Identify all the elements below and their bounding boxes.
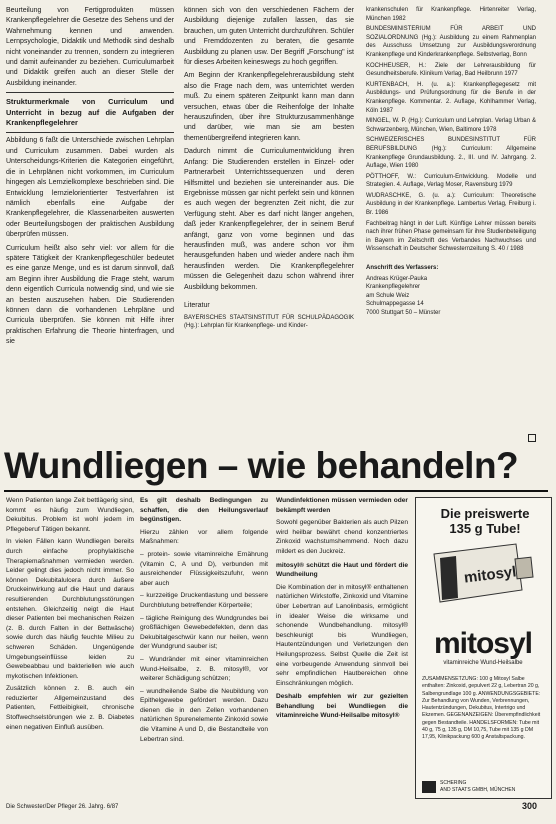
ointment-tube-icon [426, 540, 538, 610]
paragraph: Am Beginn der Krankenpflegelehrerausbildung steht also die Frage nach dem, was unterrichtet werden muß. Zu einem späteren Zeitpunkt kann man dann versuchen, etwas über die Reihenfolge der Inhalte herauszufinden, über ihre Strukturzusammenhänge und darüber, wie man sie am besten themenübergreifend integrieren kann. [184, 72, 354, 142]
paragraph: In vielen Fällen kann Wundliegen bereits durch einfache prophylaktische Therapiemaßnahmen vermieden werden. Leider gelingt dies jedoch nicht immer. So können Dekubitalulcera durch äußere Druckeinwirkung auf die Haut und daraus resultierenden Durchblutungsstörungen entstehen. Gleichzeitig neigt die Haut dieser Patienten bei mechanischen Reizen (z. B. durch Falten in der Bettwäsche) sowie durch das häufig feuchte Milieu zu schweren Schäden. Ungenügende Umgebungseinflüsse leiden zu Gewebeabbau und bakteriellen wie auch mykotischen Infektionen. [6, 538, 134, 680]
ad-product-info: ZUSAMMENSETZUNG: 100 g Mitosyl Salbe enthalten: Zinkoxid, gepulvert 22 g, Lebertran 20 g, Salbengrundlage 100 g. ANWENDUNGSGEBIETE: Zur Behandlung von Wunden, Verbrennungen, Hautentzündungen, Dekubitus, Intertrigo und Ekzemen. GEGENANZEIGEN: Überempfindlichkeit gegen Bestandteile. HANDELSFORMEN: Tube mit 40 g, 75 g, 135 g, DM 10,75, Tube mit 135 g DM 17,95, Klinikpackung 600 g Anstaltspackung. [422, 676, 541, 741]
ad-slogan-line: Die preiswerte [440, 506, 530, 521]
reference: KOCHHEUSER, H.: Ziele der Lehrerausbildung für Gesundheitsberufe. Klinikum Verlag, Bad Heilbrunn 1977 [366, 62, 536, 78]
subheading: Deshalb empfehlen wir zur gezielten Behandlung bei Wundliegen die vitaminreiche Wund-Heilsalbe mitosyl® [276, 693, 408, 720]
list-item: – wundheilende Salbe die Neubildung von Epithelgewebe gefördert werden. Dazu dienen die in den Zellen vorhandenen natürlichen Spurenelemente Zinkoxid sowie die Vitamine A und D, die Bestandteile von Lebertran sind. [140, 687, 268, 743]
end-mark [528, 434, 536, 442]
bottom-column-2 [140, 496, 268, 796]
bottom-column-1 [6, 496, 134, 796]
reference: BUNDESMINISTERIUM FÜR ARBEIT UND SOZIALORDNUNG (Hg.): Ausbildung zu einem Rahmenplan des Ausschuss Umsetzung zur Ausbildungsverordnung Krankenpflege und Kinderkrankenpflege. Selbstverlag, Bonn [366, 26, 536, 58]
address-label: Anschrift des Verfassers: [366, 265, 439, 272]
address-line: Krankenpflegelehrer [366, 284, 421, 291]
reference: PÖTTHOFF, W.: Curriculum-Entwicklung. Modelle und Strategien. 4. Auflage, Verlag Moser, Ravensburg 1979 [366, 173, 536, 189]
company-name [440, 780, 515, 793]
section-heading: Strukturmerkmale von Curriculum und Unterricht in bezug auf die Aufgaben der Krankenpflegelehrer [6, 97, 174, 128]
list-item: – kurzzeitige Druckentlastung und bessere Durchblutung betreffender Körperteile; [140, 592, 268, 609]
bottom-column-3 [276, 496, 408, 796]
page-number: 300 [522, 801, 538, 811]
paragraph: Beurteilung von Fertigprodukten müssen Krankenpflegelehrer die Gesetze des Sehens und der Wahrnehmung kennen und anwenden. Lernpsychologie, Didaktik und Methodik sind deshalb nicht voneinander zu trennen, sondern zu integrieren und damit aufeinander zu beziehen. Curriculumarbeit und Didaktik greifen auch an dieser Stelle der Ausbildung ineinander. [6, 7, 174, 87]
paragraph: Hierzu zählen vor allem folgende Maßnahmen: [140, 528, 268, 546]
ad-slogan [430, 506, 540, 536]
subheading: Wundinfektionen müssen vermieden oder bekämpft werden [276, 497, 408, 514]
advertisement-box [415, 497, 552, 799]
literature-label: Literatur [184, 301, 210, 309]
ad-company-logo [422, 780, 544, 794]
journal-footer: Die Schwester/Der Pfleger 26. Jahrg. 6/87 [6, 804, 119, 810]
paragraph: Es gilt deshalb Bedingungen zu schaffen, die den Heilungsverlauf begünstigen. [140, 497, 268, 524]
top-column-2 [184, 6, 354, 438]
divider [6, 132, 174, 133]
company-logo-icon [422, 781, 436, 793]
reference: Fachbeitrag hängt in der Luft. Künftige Lehrer müssen bereits nach ihrer frühen Phase gemeinsam für ihre Studienbeteiligung in Bayern im Zeitschrift des Verbandes Nachwuchses und Wissenschaft in Deutscher Schwesternzeitung S. 40 / 1988 [366, 220, 536, 253]
article-headline: Wundliegen – wie behandeln? [4, 445, 519, 486]
reference: SCHWEIZERISCHES BUNDESINSTITUT FÜR BERUFSBILDUNG (Hg.): Curriculum: Allgemeine Krankenpflege Grundausbildung. 2., III. und IV. Jahrgang. 2. Auflage, Wien 1980 [366, 137, 536, 170]
paragraph: Wenn Patienten lange Zeit bettlägerig sind, kommt es häufig zum Wundliegen, Dekubitus. Problem ist wohl jedem im Pflegeberuf Tätigen bekannt. [6, 497, 134, 533]
ad-slogan-line: 135 g Tube! [449, 521, 521, 536]
headline-rule [4, 490, 548, 492]
address-line: Andreas Krüger-Pauka [366, 275, 428, 282]
list-item: – tägliche Reinigung des Wundgrundes bei großflächigen Gewebedefekten, denn das Dekubitalgeschwür kann nur heilen, wenn der Wundgrund sauber ist; [140, 614, 268, 651]
reference: KURTENBACH, H. (u. a.): Krankenpflegegesetz mit Ausbildungs- und Prüfungsordnung für die Berufe in der Krankenpflege. Kommentar. 2. Auflage, Kohlhammer Verlag, Köln 1987 [366, 81, 536, 114]
address-line: am Schule Weiz [366, 292, 410, 299]
paragraph: Curriculum heißt also sehr viel: vor allem für die spätere Tätigkeit der Krankenpflegeschüler bedeutet es eine ganze Menge, und es ist darum sinnvoll, daß am Beginn ihrer Ausbildung die Frage steht, warum denn eigentlich Curricula notwendig sind, und wie sie an besten auszusehen haben. Die Studierenden können dann die vorhandenen Lehrpläne und Curricula überprüfen. Sie können mit Hilfe ihrer praktischen Erfahrung die Theorie hinterfragen, und sie [6, 244, 174, 346]
tube-label: mitosyl [463, 563, 518, 587]
list-item: – protein- sowie vitaminreiche Ernährung (Vitamin C, A und D), verbunden mit ausreichender Flüssigkeitszufuhr, wenn aber auch [140, 550, 268, 587]
reference: MINGEL, W. P. (Hg.): Curriculum und Lehrplan. Verlag Urban & Schwarzenberg, München, Wien, Baltimore 1978 [366, 118, 536, 133]
company-name-line: SCHERING [440, 780, 467, 786]
paragraph: Dadurch nimmt die Curriculumentwicklung ihren Anfang: Die Studierenden erstellen in Einzel- oder Partnerarbeit Unterrichtssequenzen und deren Hilfsmittel und beziehen sie untereinander aus. Die Ergebnisse müssen gar nicht perfekt sein und können es auch wegen der begrenzten Zeit nicht, die zur Verfügung steht. Aber es darf nicht länger angehen, daß jeder Krankenpflegelehrer, der in seinem Beruf anfängt, ganz von vorne beginnen und das herausfinden muß, was andere schon vor ihm herausgefunden haben und wieder andere nach ihm herausfinden werden. Die Krankenpflegelehrer müssen die Gelegenheit dazu schon während ihrer Ausbildung bekommen. [184, 148, 354, 291]
top-column-3 [366, 6, 536, 438]
address-line: Schulmappegasse 14 [366, 301, 424, 308]
paragraph: Abbildung 6 faßt die Unterschiede zwischen Lehrplan und Curriculum zusammen. Dabei wurden als Unterscheidungs-Kriterien die Kategorien eingeführt, die in Lehrplänen nicht vorkommen, im Curriculum hingegen als Lernzielkomplexe beschrieben sind. Die Entwicklung lernzielorientierter Testverfahren ist nämlich ebenfalls eine Aufgabe der Krankenpflegelehrer, die Klassenarbeiten auswerten oder Beurteilungsbogen der praktischen Ausbildung überprüfen müssen. [6, 137, 174, 239]
address-line: 7000 Stuttgart 50 – Münster [366, 310, 441, 316]
paragraph: Die Kombination der in mitosyl® enthaltenen natürlichen Wirkstoffe, Zinkoxid und Vitamine über Lebertran auf Lanolinbasis, ermöglicht in idealer Weise die wirksame und schonende Wundbehandlung. mitosyl® beschleunigt bis Wundliegen, Hautentzündungen und Verletzungen den Heilungsprozess. Selbst Quelle die Zeit ist eine vorbeugende Anwendung sinnvoll bei sehr empfindlichen Hautbereichen ohne Einschränkungen möglich. [276, 583, 408, 687]
reference: krankenschulen für Krankenpflege. Hirtenreiter Verlag, München 1982 [366, 7, 536, 22]
divider [6, 92, 174, 93]
paragraph: Sowohl gegenüber Bakterien als auch Pilzen wird heilbar bewährt chend konzentriertes Zinkoxid wachstumshemmend. Noch dazu mildert es den Juckreiz. [276, 519, 408, 555]
reference: WUDRASCHKE, G. (u. a.): Curriculum: Theoretische Ausbildung in der Krankenpflege. Lambertus Verlag, Freiburg i. Br. 1986 [366, 192, 536, 217]
ad-brand-name: mitosyl [433, 627, 533, 660]
paragraph: Zusätzlich können z. B. auch ein reduzierter Allgemeinzustand des Patienten, Fettleibigkeit, chronische Stoffwechselstörungen wie z. B. Diabetes einen negativen Einfluß ausüben. [6, 685, 134, 731]
list-item: – Wundränder mit einer vitaminreichen Wund-Heilsalbe, z. B. mitosyl®, vor weiterer Schädigung schützen; [140, 655, 268, 683]
reference: BAYERISCHES STAATSINSTITUT FÜR SCHULPÄDAGOGIK (Hg.): Lehrplan für Krankenpflege- und Kinder- [184, 315, 354, 330]
subheading: mitosyl® schützt die Haut und fördert die Wundheilung [276, 561, 408, 579]
company-name-line: AND STAATS GMBH, MÜNCHEN [440, 786, 516, 793]
paragraph: können sich von den verschiedenen Fächern der Ausbildung diejenige zufallen lassen, das sie brauchen, um guten Unterricht durchzuführen. Schüler und Fremddozenten zu beraten, die gesamte Ausbildung zu planen usw. Der Begriff „Forschung" ist für dieses Arbeiten keineswegs zu hoch gegriffen. [184, 7, 354, 67]
top-column-1 [6, 6, 174, 438]
ad-brand-subtitle: vitaminreiche Wund-Heilsalbe [443, 660, 523, 666]
